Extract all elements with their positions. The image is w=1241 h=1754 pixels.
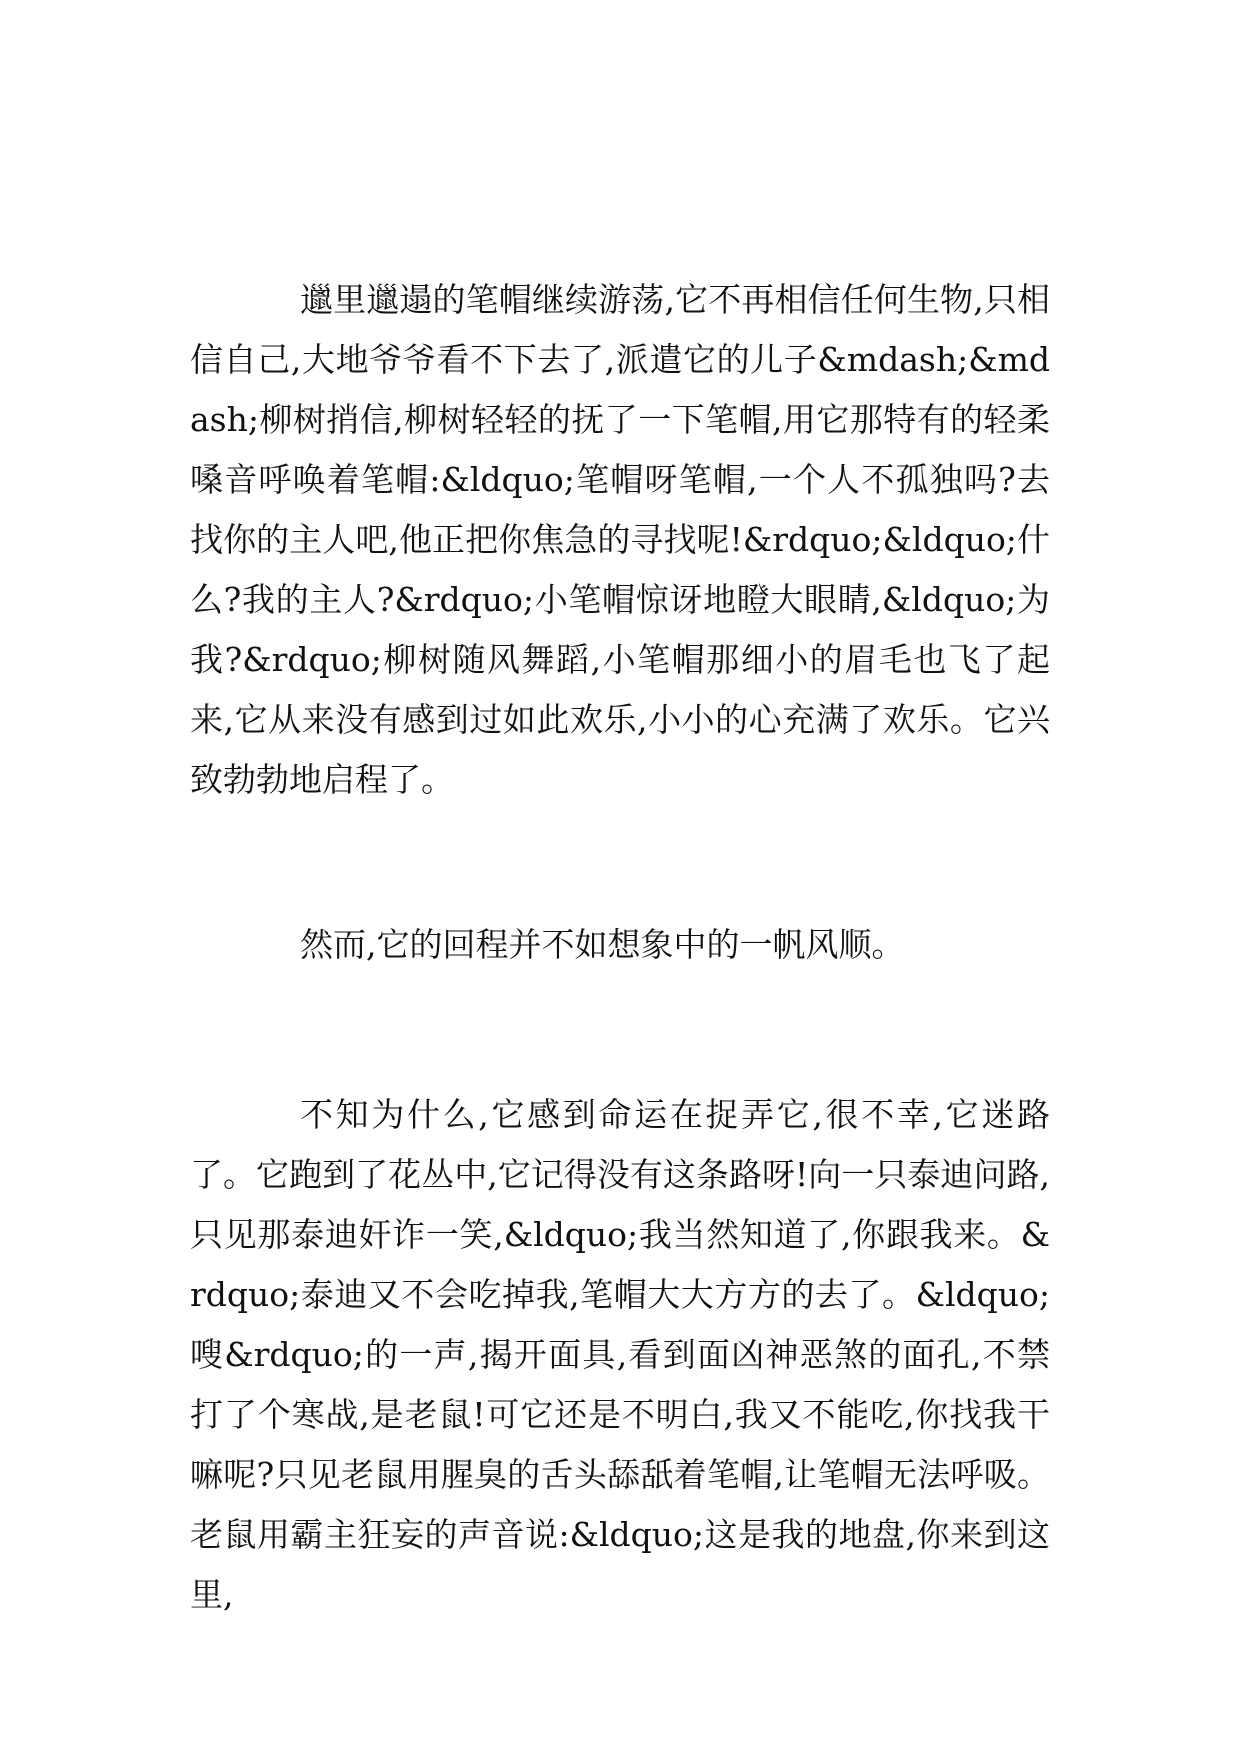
paragraph: 不知为什么,它感到命运在捉弄它,很不幸,它迷路了。它跑到了花丛中,它记得没有这条路呀!向一只泰迪问路,只见那泰迪奸诈一笑,&ldquo;我当然知道了,你跟我来。&rdquo;泰迪又不会吃掉我,笔帽大大方方的去了。&ldquo;嗖&rdquo;的一声,揭开面具,看到面凶神恶煞的面孔,不禁打了个寒战,是老鼠!可它还是不明白,我又不能吃,你找我干嘛呢?只见老鼠用腥臭的舌头舔舐着笔帽,让笔帽无法呼吸。老鼠用霸主狂妄的声音说:&ldquo;这是我的地盘,你来到这里, — [190, 1095, 1050, 1614]
paragraph: 邋里邋遢的笔帽继续游荡,它不再相信任何生物,只相信自己,大地爷爷看不下去了,派遣它的儿子&mdash;&mdash;柳树捎信,柳树轻轻的抚了一下笔帽,用它那特有的轻柔嗓音呼唤着笔帽:&ldquo;笔帽呀笔帽,一个人不孤独吗?去找你的主人吧,他正把你焦急的寻找呢!&rdquo;&ldquo;什么?我的主人?&rdquo;小笔帽惊讶地瞪大眼睛,&ldquo;为我?&rdquo;柳树随风舞蹈,小笔帽那细小的眉毛也飞了起来,它从来没有感到过如此欢乐,小小的心充满了欢乐。它兴致勃勃地启程了。 — [190, 280, 1050, 799]
paragraph: 然而,它的回程并不如想象中的一帆风顺。 — [300, 925, 905, 964]
